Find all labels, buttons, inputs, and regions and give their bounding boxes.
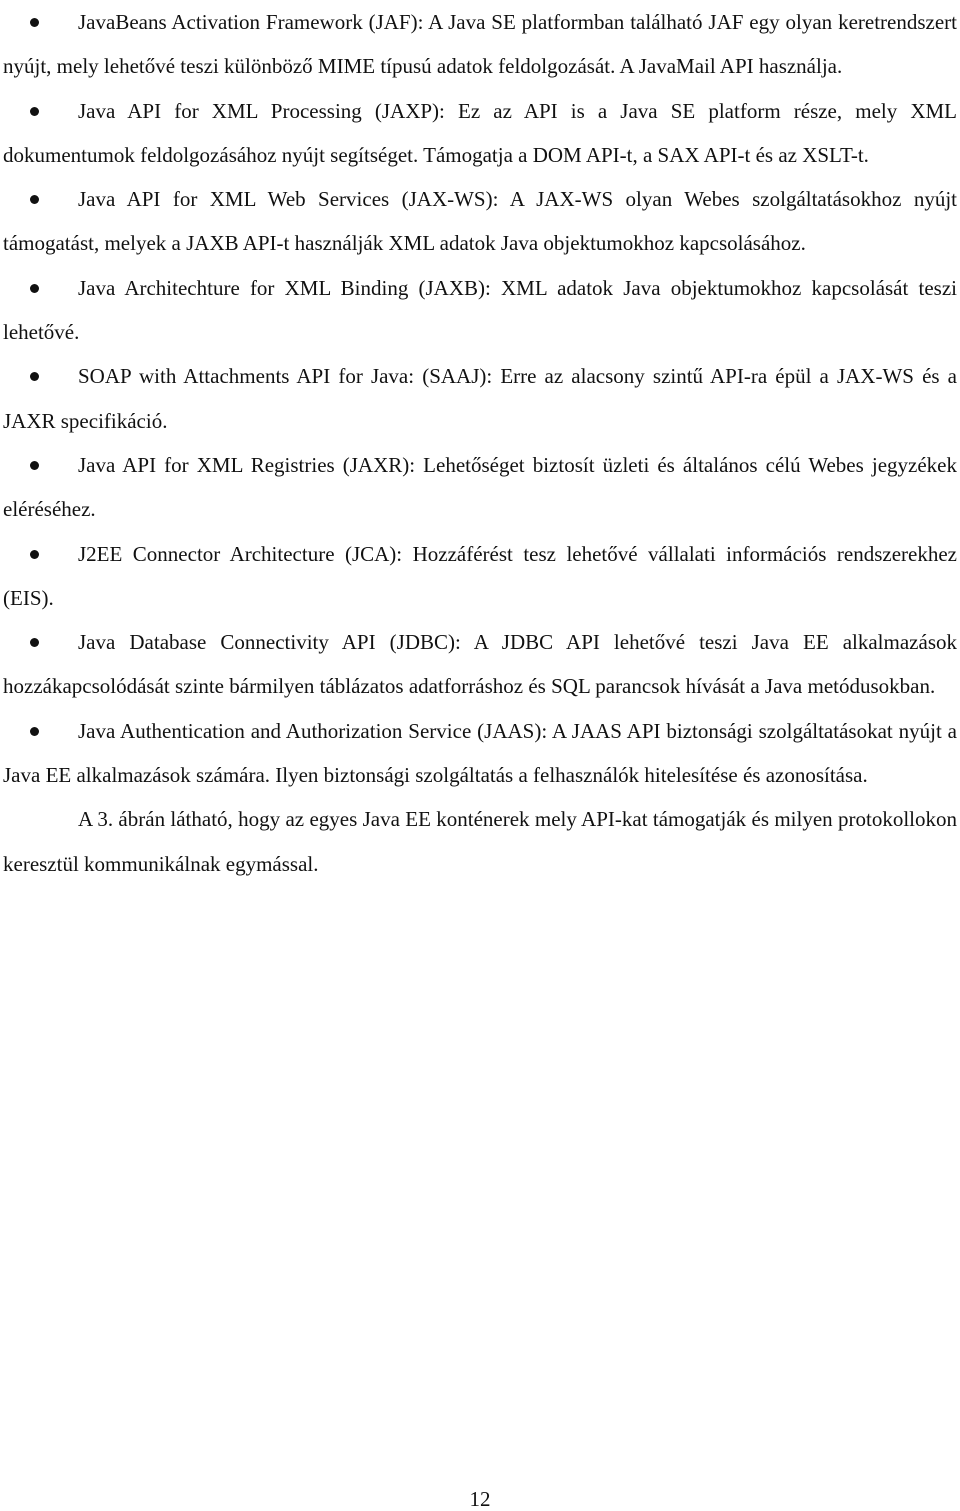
page-number: 12	[469, 1487, 491, 1511]
list-item-text: Java Architechture for XML Binding (JAXB): XML adatok Java objektumokhoz kapcsolását teszi lehetővé.	[3, 275, 957, 345]
bullet-icon	[30, 195, 39, 204]
bullet-icon	[30, 727, 39, 736]
bullet-icon	[30, 461, 39, 470]
bullet-icon	[30, 638, 39, 647]
closing-paragraph: A 3. ábrán látható, hogy az egyes Java EE konténerek mely API-kat támogatják és milyen protokollokon keresztül kommunikálnak egymással.	[3, 807, 957, 876]
list-item	[3, 709, 957, 798]
list-item	[3, 354, 957, 443]
list-item	[3, 532, 957, 621]
list-item-text: Java Database Connectivity API (JDBC): A JDBC API lehetővé teszi Java EE alkalmazások hozzákapcsolódását szinte bármilyen táblázatos adatforráshoz és SQL parancsok hívását a Java metódusokban.	[3, 630, 957, 699]
bullet-icon	[30, 372, 39, 381]
list-item	[3, 89, 957, 178]
list-item-text: J2EE Connector Architecture (JCA): Hozzáférést tesz lehetővé vállalati információs rendszerekhez (EIS).	[3, 541, 957, 610]
list-item-text: Java API for XML Registries (JAXR): Lehetőséget biztosít üzleti és általános célú Webes jegyzékek eléréséhez.	[3, 452, 957, 522]
list-item-text: SOAP with Attachments API for Java: (SAAJ): Erre az alacsony szintű API-ra épül a JAX-WS és a JAXR specifikáció.	[3, 364, 957, 433]
bullet-icon	[30, 18, 39, 27]
list-item	[3, 266, 957, 355]
list-item-text: Java Authentication and Authorization Service (JAAS): A JAAS API biztonsági szolgáltatásokat nyújt a Java EE alkalmazások számára. Ilyen biztonsági szolgáltatás a felhasználók hitelesítése és azonosítása.	[3, 718, 957, 788]
bullet-icon	[30, 107, 39, 116]
list-item-text: Java API for XML Web Services (JAX-WS): A JAX-WS olyan Webes szolgáltatásokhoz nyújt támogatást, melyek a JAXB API-t használják XML adatok Java objektumokhoz kapcsolásához.	[3, 187, 957, 256]
list-item	[3, 620, 957, 709]
bullet-icon	[30, 550, 39, 559]
list-item	[3, 443, 957, 532]
list-item	[3, 177, 957, 266]
document-body	[3, 0, 957, 886]
bullet-icon	[30, 284, 39, 293]
list-item-text: Java API for XML Processing (JAXP): Ez az API is a Java SE platform része, mely XML dokumentumok feldolgozásához nyújt segítséget. Támogatja a DOM API-t, a SAX API-t és az XSLT-t.	[3, 98, 957, 167]
list-item	[3, 0, 957, 89]
list-item-text: JavaBeans Activation Framework (JAF): A Java SE platformban található JAF egy olyan keretrendszert nyújt, mely lehetővé teszi különböző MIME típusú adatok feldolgozását. A JavaMail API használja.	[3, 10, 957, 79]
